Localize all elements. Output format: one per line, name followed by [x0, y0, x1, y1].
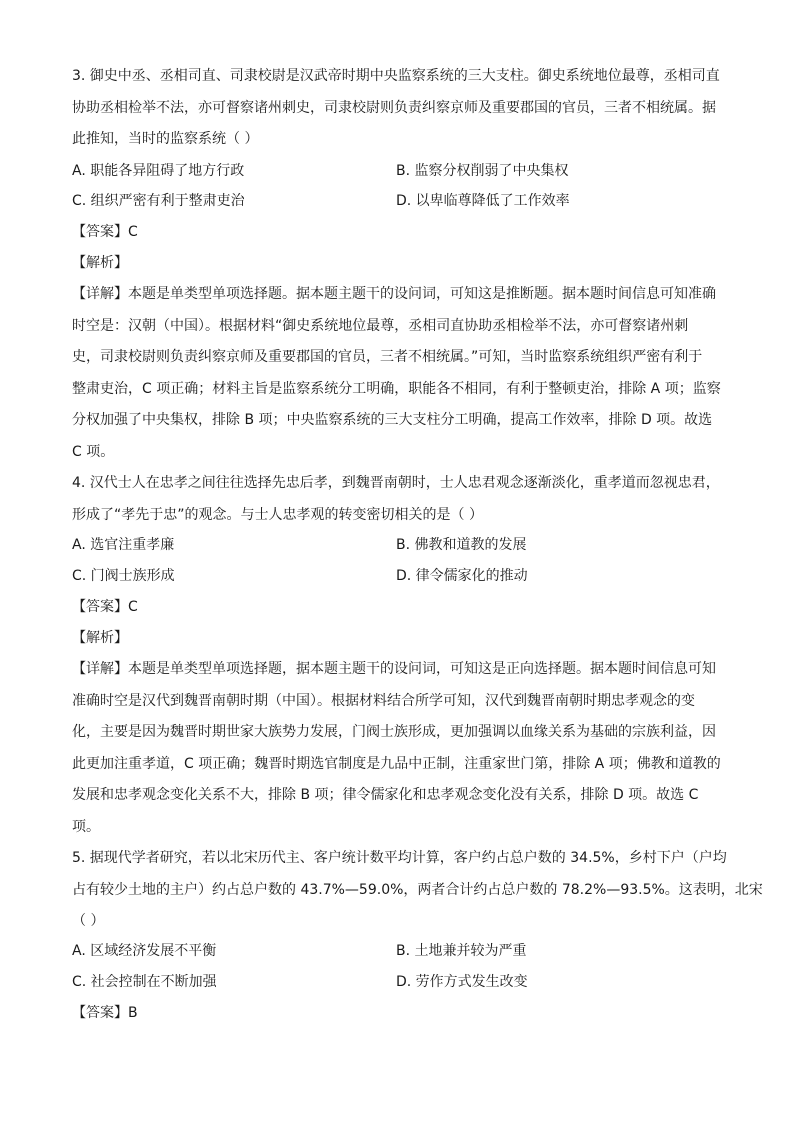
answer-label: 【答案】C: [72, 224, 138, 240]
detail-line: C 项。: [72, 443, 115, 460]
option-b: B. 土地兼并较为严重: [396, 943, 527, 959]
answer-label: 【答案】C: [72, 599, 138, 615]
question-3-options-row-1: [72, 156, 722, 188]
option-d: D. 以卑临尊降低了工作效率: [396, 193, 570, 209]
question-4-detail: [72, 654, 722, 844]
detail-line: 整肃吏治，C 项正确；材料主旨是监察系统分工明确，职能各不相同，有利于整顿吏治，排除 A 项；监察: [72, 380, 721, 397]
detail-line: 时空是：汉朝（中国）。根据材料“御史系统地位最尊，丞相司直协助丞相检举不法，亦可督察诸州刺: [72, 317, 689, 334]
detail-line: 史，司隶校尉则负责纠察京师及重要郡国的官员，三者不相统属。”可知，当时监察系统组织严密有利于: [72, 349, 703, 366]
question-text-line: 协助丞相检举不法，亦可督察诸州刺史，司隶校尉则负责纠察京师及重要郡国的官员，三者不相统属。据: [72, 99, 716, 116]
option-d: D. 律令儒家化的推动: [396, 568, 528, 584]
question-text-line: 3. 御史中丞、丞相司直、司隶校尉是汉武帝时期中央监察系统的三大支柱。御史系统地位最尊，丞相司直: [72, 68, 720, 84]
question-4-stem: [72, 468, 722, 531]
question-text-line: 形成了“孝先于忠”的观念。与士人忠孝观的转变密切相关的是（ ）: [72, 506, 483, 523]
question-text-line: （ ）: [72, 913, 105, 930]
answer-label: 【答案】B: [72, 1005, 138, 1021]
option-d: D. 劳作方式发生改变: [396, 974, 528, 990]
option-c: C. 组织严密有利于整肃吏治: [72, 193, 245, 209]
analysis-label: 【解析】: [72, 255, 128, 271]
detail-line: 项。: [72, 818, 100, 835]
option-b: B. 佛教和道教的发展: [396, 537, 527, 553]
question-text-line: 4. 汉代士人在忠孝之间往往选择先忠后孝，到魏晋南朝时，士人忠君观念逐渐淡化，重孝道而忽视忠君，: [72, 475, 720, 491]
option-a: A. 区域经济发展不平衡: [72, 943, 217, 959]
option-c: C. 门阀士族形成: [72, 568, 175, 584]
question-text-line: 占有较少土地的主户）约占总户数的 43.7%—59.0%，两者合计约占总户数的 78.2%—93.5%。这表明，北宋: [72, 881, 763, 898]
question-5-options-row-1: [72, 936, 722, 968]
detail-line: 化，主要是因为魏晋时期世家大族势力发展，门阀士族形成，更加强调以血缘关系为基础的宗族利益，因: [72, 724, 716, 741]
detail-line: 此更加注重孝道，C 项正确；魏晋时期选官制度是九品中正制，注重家世门第，排除 A 项；佛教和道教的: [72, 755, 721, 772]
detail-line: 【详解】本题是单类型单项选择题，据本题主题干的设问词，可知这是正向选择题。据本题时间信息可知: [72, 661, 716, 677]
option-b: B. 监察分权削弱了中央集权: [396, 163, 569, 179]
detail-line: 分权加强了中央集权，排除 B 项；中央监察系统的三大支柱分工明确，提高工作效率，排除 D 项。故选: [72, 412, 713, 429]
question-4-options-row-1: [72, 530, 722, 562]
question-text-line: 此推知，当时的监察系统（ ）: [72, 131, 259, 148]
detail-line: 【详解】本题是单类型单项选择题。据本题主题干的设问词，可知这是推断题。据本题时间信息可知准确: [72, 286, 716, 302]
question-3-detail: [72, 279, 722, 469]
option-a: A. 职能各异阻碍了地方行政: [72, 163, 245, 179]
detail-line: 准确时空是汉代到魏晋南朝时期（中国）。根据材料结合所学可知，汉代到魏晋南朝时期忠孝观念的变: [72, 692, 695, 709]
question-5-stem: [72, 843, 763, 938]
detail-line: 发展和忠孝观念变化关系不大，排除 B 项；律令儒家化和忠孝观念变化没有关系，排除 D 项。故选 C: [72, 787, 699, 804]
option-c: C. 社会控制在不断加强: [72, 974, 217, 990]
analysis-label: 【解析】: [72, 630, 128, 646]
question-text-line: 5. 据现代学者研究，若以北宋历代主、客户统计数平均计算，客户约占总户数的 34.5%，乡村下户（户均: [72, 850, 727, 866]
question-5-options-row-2: [72, 967, 722, 999]
question-3-options-row-2: [72, 186, 722, 218]
question-4-options-row-2: [72, 561, 722, 593]
option-a: A. 选官注重孝廉: [72, 537, 175, 553]
question-3-stem: [72, 61, 722, 156]
